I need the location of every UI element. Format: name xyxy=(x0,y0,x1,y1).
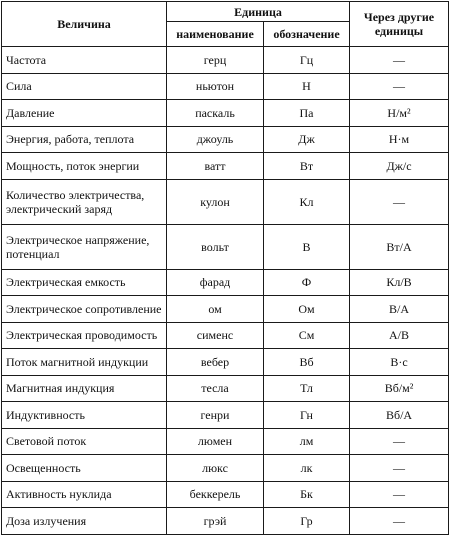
cell-quantity xyxy=(2,179,167,224)
cell-quantity-line1: Количество электричества, xyxy=(6,187,145,202)
table-row xyxy=(2,455,449,482)
cell-unit-name: паскаль xyxy=(167,100,264,127)
cell-quantity-line2: потенциал xyxy=(6,246,60,261)
cell-quantity-line2: электрический заряд xyxy=(6,201,113,216)
cell-unit-symbol: Гр xyxy=(264,508,350,535)
cell-other-units: В·с xyxy=(350,349,449,376)
table-row xyxy=(2,349,449,376)
header-other-line1: Через другие xyxy=(363,10,435,24)
cell-other-units: Вт/А xyxy=(350,224,449,269)
cell-quantity: Магнитная индукция xyxy=(2,375,167,402)
cell-quantity: Частота xyxy=(2,47,167,74)
cell-unit-name: ом xyxy=(167,296,264,323)
cell-unit-symbol: См xyxy=(264,322,350,349)
table-row xyxy=(2,47,449,74)
cell-unit-symbol: Тл xyxy=(264,375,350,402)
cell-unit-name: тесла xyxy=(167,375,264,402)
cell-quantity xyxy=(2,224,167,269)
table-row xyxy=(2,402,449,429)
header-quantity: Величина xyxy=(2,2,167,47)
table-row xyxy=(2,428,449,455)
cell-unit-name: герц xyxy=(167,47,264,74)
table-row xyxy=(2,126,449,153)
cell-unit-symbol: Па xyxy=(264,100,350,127)
cell-quantity: Мощность, поток энергии xyxy=(2,153,167,180)
cell-quantity: Электрическая проводимость xyxy=(2,322,167,349)
table-row xyxy=(2,375,449,402)
cell-unit-symbol: Ф xyxy=(264,269,350,296)
cell-quantity: Освещенность xyxy=(2,455,167,482)
cell-other-units: Н/м² xyxy=(350,100,449,127)
table-row xyxy=(2,481,449,508)
cell-unit-symbol: Вб xyxy=(264,349,350,376)
table-row xyxy=(2,269,449,296)
cell-unit-name: кулон xyxy=(167,179,264,224)
cell-unit-symbol: Н xyxy=(264,73,350,100)
cell-quantity: Электрическое сопротивление xyxy=(2,296,167,323)
header-symbol: обозначение xyxy=(264,22,350,47)
cell-other-units: Дж/с xyxy=(350,153,449,180)
cell-unit-name: грэй xyxy=(167,508,264,535)
cell-unit-symbol: Бк xyxy=(264,481,350,508)
cell-unit-name: люмен xyxy=(167,428,264,455)
table-row xyxy=(2,153,449,180)
cell-quantity: Доза излучения xyxy=(2,508,167,535)
header-name: наименование xyxy=(167,22,264,47)
cell-unit-symbol: Дж xyxy=(264,126,350,153)
table-row xyxy=(2,296,449,323)
cell-other-units: В/А xyxy=(350,296,449,323)
cell-unit-symbol: лм xyxy=(264,428,350,455)
cell-unit-name: ньютон xyxy=(167,73,264,100)
cell-unit-name: вольт xyxy=(167,224,264,269)
cell-other-units: Вб/м² xyxy=(350,375,449,402)
cell-other-units: — xyxy=(350,47,449,74)
cell-quantity: Давление xyxy=(2,100,167,127)
cell-unit-name: ватт xyxy=(167,153,264,180)
cell-other-units: — xyxy=(350,508,449,535)
cell-unit-symbol: В xyxy=(264,224,350,269)
header-other-units xyxy=(350,2,449,47)
cell-other-units: — xyxy=(350,455,449,482)
cell-unit-name: фарад xyxy=(167,269,264,296)
cell-unit-symbol: лк xyxy=(264,455,350,482)
units-table xyxy=(1,1,449,535)
cell-quantity: Сила xyxy=(2,73,167,100)
header-unit: Единица xyxy=(167,2,350,22)
cell-quantity: Энергия, работа, теплота xyxy=(2,126,167,153)
cell-quantity: Поток магнитной индукции xyxy=(2,349,167,376)
cell-other-units: А/В xyxy=(350,322,449,349)
table-row xyxy=(2,73,449,100)
table-row xyxy=(2,179,449,224)
cell-unit-symbol: Ом xyxy=(264,296,350,323)
table-row xyxy=(2,100,449,127)
cell-unit-name: генри xyxy=(167,402,264,429)
cell-quantity-line1: Электрическое напряжение, xyxy=(6,232,150,247)
header-other-line2: единицы xyxy=(374,24,424,38)
cell-unit-symbol: Гц xyxy=(264,47,350,74)
cell-unit-symbol: Гн xyxy=(264,402,350,429)
cell-other-units: Н·м xyxy=(350,126,449,153)
cell-quantity: Электрическая емкость xyxy=(2,269,167,296)
cell-other-units: Вб/А xyxy=(350,402,449,429)
cell-unit-name: сименс xyxy=(167,322,264,349)
cell-other-units: — xyxy=(350,73,449,100)
cell-other-units: — xyxy=(350,179,449,224)
cell-unit-name: джоуль xyxy=(167,126,264,153)
cell-other-units: — xyxy=(350,481,449,508)
cell-other-units: — xyxy=(350,428,449,455)
cell-unit-name: беккерель xyxy=(167,481,264,508)
table-row xyxy=(2,508,449,535)
cell-unit-name: вебер xyxy=(167,349,264,376)
cell-quantity: Индуктивность xyxy=(2,402,167,429)
cell-unit-symbol: Вт xyxy=(264,153,350,180)
cell-unit-name: люкс xyxy=(167,455,264,482)
cell-other-units: Кл/В xyxy=(350,269,449,296)
table-row xyxy=(2,322,449,349)
table-row xyxy=(2,224,449,269)
cell-quantity: Активность нуклида xyxy=(2,481,167,508)
cell-unit-symbol: Кл xyxy=(264,179,350,224)
cell-quantity: Световой поток xyxy=(2,428,167,455)
